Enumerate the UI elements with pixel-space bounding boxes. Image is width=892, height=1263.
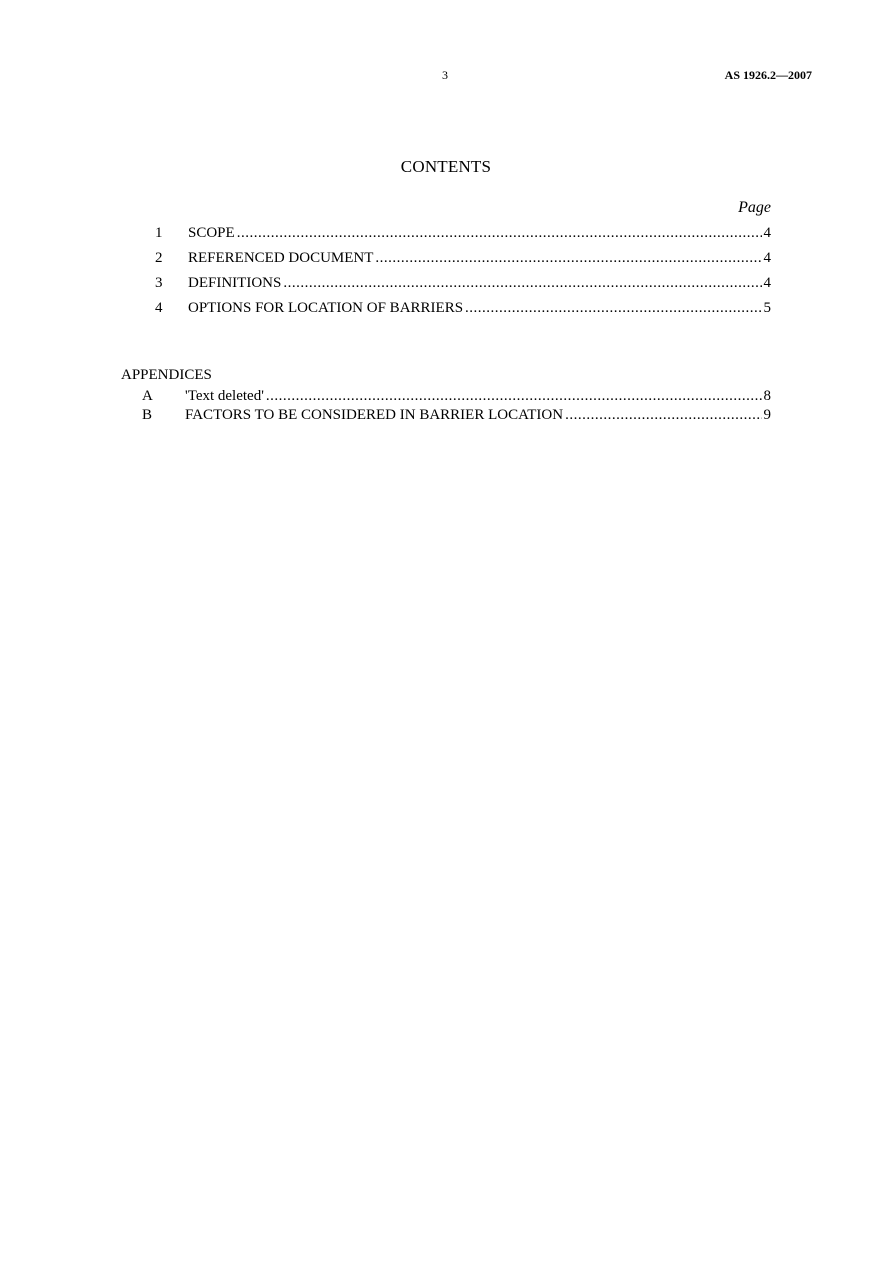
toc-label: DEFINITIONS (188, 275, 282, 291)
page-column-label: Page (738, 199, 771, 216)
dot-leader (283, 272, 761, 294)
contents-title: CONTENTS (400, 157, 492, 176)
dot-leader (237, 222, 762, 244)
toc-number: 1 (155, 225, 163, 241)
toc-page-number: 9 (763, 407, 771, 423)
toc-label: SCOPE (188, 225, 235, 241)
dot-leader (565, 404, 761, 426)
toc-row-appendix-b[interactable] (0, 404, 892, 426)
toc-row-referenced-document[interactable] (0, 247, 892, 269)
toc-row-options-for-location[interactable] (0, 297, 892, 319)
toc-label: FACTORS TO BE CONSIDERED IN BARRIER LOCATION (185, 407, 564, 423)
toc-page-number: 8 (763, 388, 771, 404)
toc-row-scope[interactable] (0, 222, 892, 244)
toc-page-number: 4 (763, 250, 771, 266)
toc-number: 4 (155, 300, 163, 316)
toc-page-number: 4 (763, 225, 771, 241)
standard-identifier: AS 1926.2—2007 (724, 68, 812, 82)
dot-leader (375, 247, 761, 269)
toc-label: OPTIONS FOR LOCATION OF BARRIERS (188, 300, 464, 316)
dot-leader (465, 297, 761, 319)
page-number: 3 (442, 68, 448, 82)
toc-label: REFERENCED DOCUMENT (188, 250, 374, 266)
toc-label: 'Text deleted' (185, 388, 264, 404)
appendices-heading: APPENDICES (121, 367, 212, 383)
toc-number: B (142, 407, 153, 423)
toc-number: 2 (155, 250, 163, 266)
toc-number: A (142, 388, 153, 404)
toc-page-number: 4 (763, 275, 771, 291)
toc-page-number: 5 (763, 300, 771, 316)
toc-number: 3 (155, 275, 163, 291)
toc-row-definitions[interactable] (0, 272, 892, 294)
